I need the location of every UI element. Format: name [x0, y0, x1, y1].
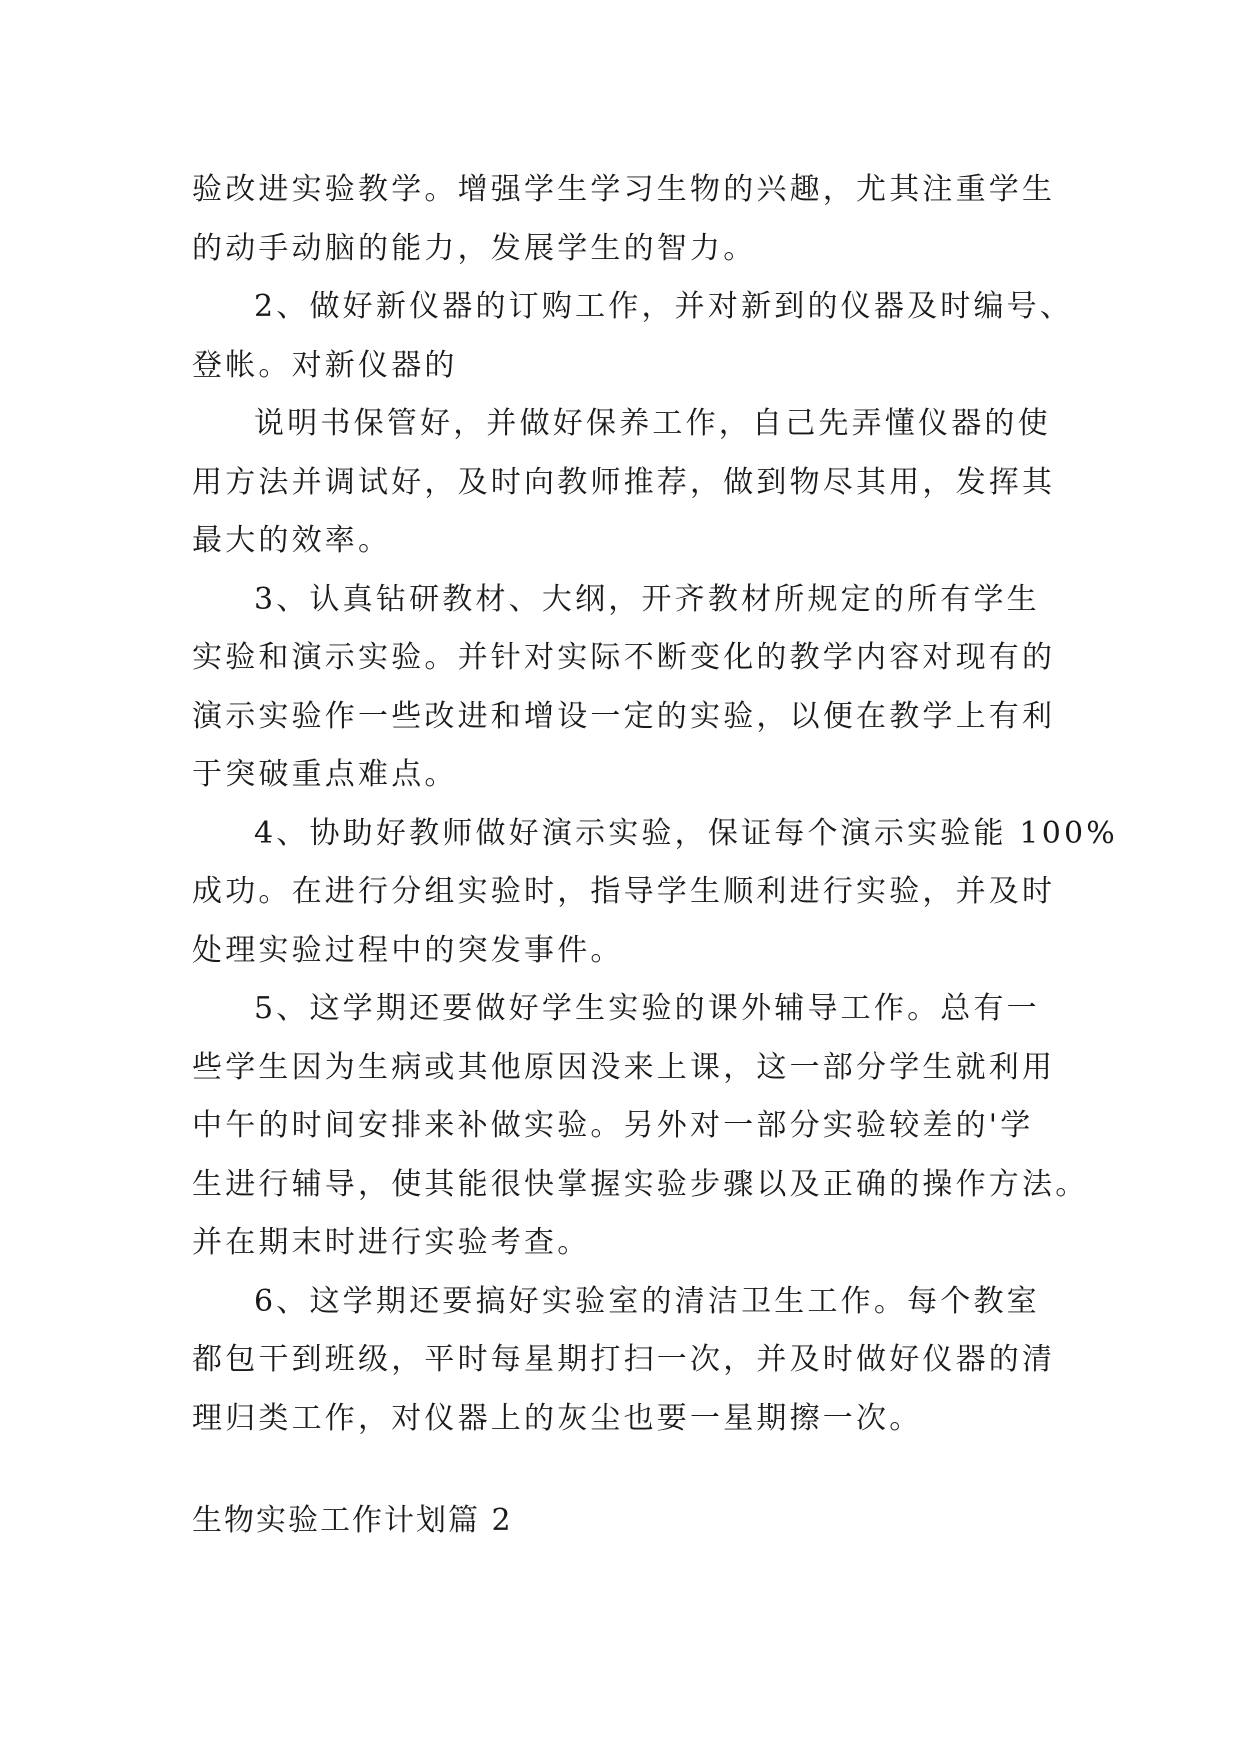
document-body [192, 161, 1118, 1448]
text-line: 中午的时间安排来补做实验。另外对一部分实验较差的'学 [192, 1108, 1034, 1143]
text-line: 登帐。对新仪器的 [192, 347, 458, 383]
text-line: 4、协助好教师做好演示实验，保证每个演示实验能 100% [254, 815, 1118, 851]
text-line: 的动手动脑的能力，发展学生的智力。 [192, 230, 757, 266]
text-line: 3、认真钻研教材、大纲，开齐教材所规定的所有学生 [254, 581, 1040, 617]
text-line: 最大的效率。 [192, 523, 392, 558]
text-line: 并在期末时进行实验考查。 [192, 1225, 591, 1260]
text-line: 5、这学期还要做好学生实验的课外辅导工作。总有一 [254, 991, 1040, 1026]
text-line: 6、这学期还要搞好实验室的清洁卫生工作。每个教室 [254, 1283, 1040, 1319]
text-line: 演示实验作一些改进和增设一定的实验，以便在教学上有利 [192, 698, 1056, 734]
text-line: 处理实验过程中的突发事件。 [192, 932, 624, 968]
text-line: 都包干到班级，平时每星期打扫一次，并及时做好仪器的清 [192, 1342, 1056, 1377]
section-title: 生物实验工作计划篇 2 [192, 1503, 513, 1538]
text-line: 于突破重点难点。 [192, 757, 458, 792]
text-line: 生进行辅导，使其能很快掌握实验步骤以及正确的操作方法。 [192, 1166, 1089, 1202]
text-line: 说明书保管好，并做好保养工作，自己先弄懂仪器的使 [254, 406, 1051, 441]
text-line: 些学生因为生病或其他原因没来上课，这一部分学生就利用 [192, 1049, 1056, 1085]
text-line: 验改进实验教学。增强学生学习生物的兴趣，尤其注重学生 [192, 172, 1056, 207]
text-line: 用方法并调试好，及时向教师推荐，做到物尽其用，发挥其 [192, 464, 1056, 500]
text-line: 2、做好新仪器的订购工作，并对新到的仪器及时编号、 [254, 289, 1074, 324]
text-line: 实验和演示实验。并针对实际不断变化的教学内容对现有的 [192, 640, 1056, 675]
text-line: 理归类工作，对仪器上的灰尘也要一星期擦一次。 [192, 1400, 923, 1436]
text-line: 成功。在进行分组实验时，指导学生顺利进行实验，并及时 [192, 874, 1056, 909]
